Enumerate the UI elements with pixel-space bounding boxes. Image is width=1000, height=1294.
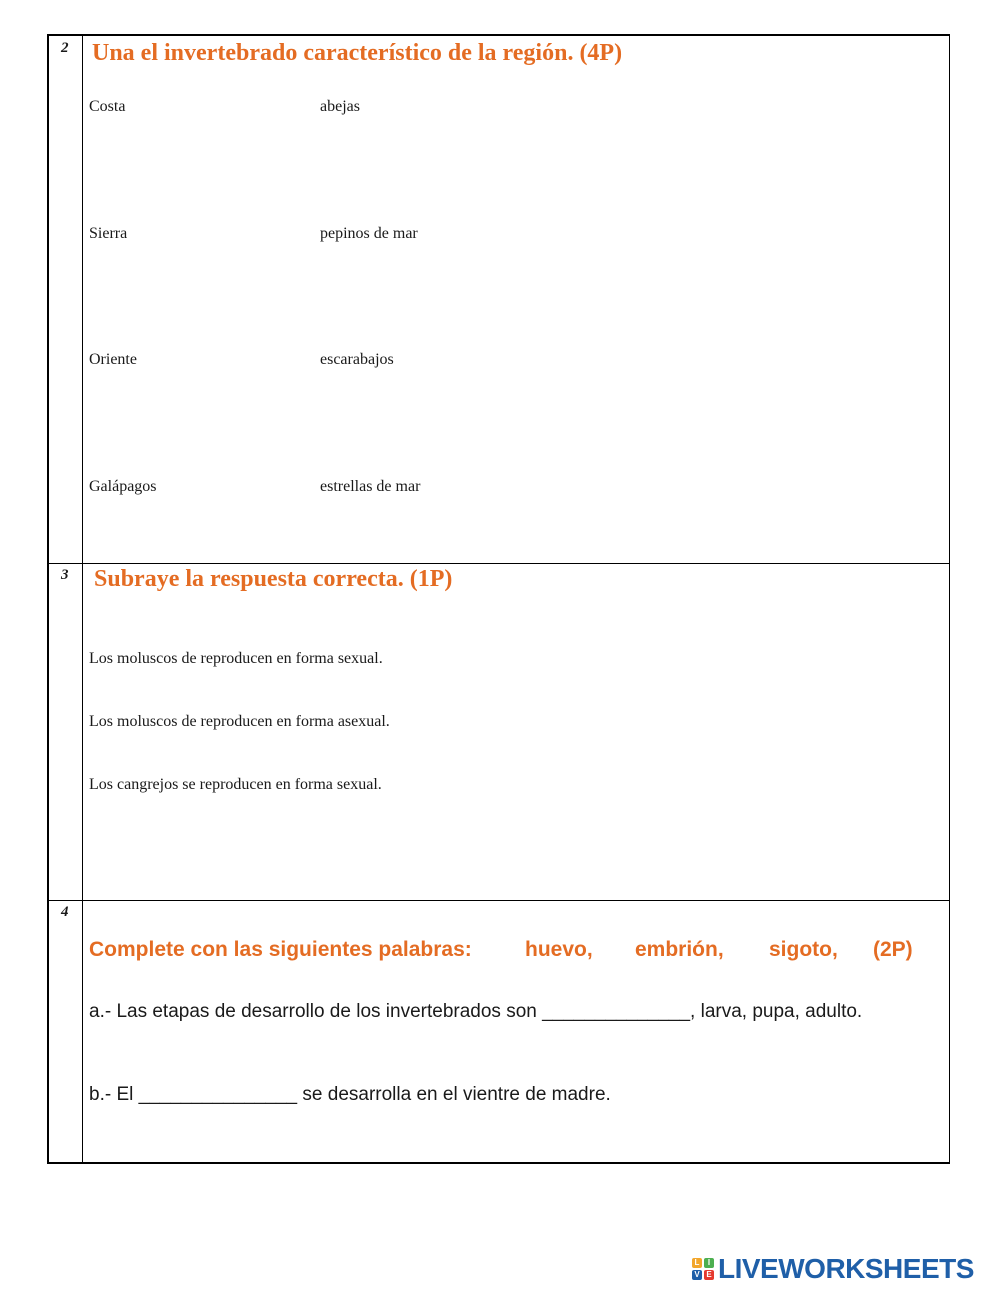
liveworksheets-logo[interactable] — [692, 1253, 974, 1284]
question-2-number: 2 — [61, 40, 69, 56]
question-4-title — [89, 938, 919, 968]
region-costa[interactable]: Costa — [89, 98, 126, 115]
region-sierra[interactable]: Sierra — [89, 225, 128, 242]
logo-letter-l: L — [692, 1258, 702, 1268]
logo-letter-e: E — [704, 1270, 714, 1280]
row-divider — [49, 900, 949, 901]
worksheet-table — [47, 34, 950, 1164]
answer-option-2[interactable]: Los moluscos de reproducen en forma asexual. — [89, 713, 390, 730]
animal-escarabajos[interactable]: escarabajos — [320, 351, 394, 368]
logo-letter-v: V — [692, 1270, 702, 1280]
region-oriente[interactable]: Oriente — [89, 351, 137, 368]
number-column-divider — [82, 36, 83, 1162]
question-3-number: 3 — [61, 567, 69, 583]
question-2-title: Una el invertebrado característico de la región. (4P) — [92, 40, 623, 66]
sentence-a[interactable]: a.- Las etapas de desarrollo de los invertebrados son ______________, larva, pupa, adulto. — [89, 1001, 863, 1022]
answer-option-1[interactable]: Los moluscos de reproducen en forma sexual. — [89, 650, 383, 667]
animal-abejas[interactable]: abejas — [320, 98, 360, 115]
region-galapagos[interactable]: Galápagos — [89, 478, 157, 495]
word-huevo: huevo, — [525, 938, 593, 961]
question-4-number: 4 — [61, 904, 69, 920]
logo-icon — [692, 1258, 714, 1280]
word-embrion: embrión, — [635, 938, 724, 961]
answer-option-3[interactable]: Los cangrejos se reproducen en forma sexual. — [89, 776, 382, 793]
sentence-b[interactable]: b.- El _______________ se desarrolla en el vientre de madre. — [89, 1084, 611, 1105]
logo-text: LIVEWORKSHEETS — [718, 1253, 974, 1284]
animal-estrellas-de-mar[interactable]: estrellas de mar — [320, 478, 421, 495]
points-label: (2P) — [873, 938, 913, 961]
word-sigoto: sigoto, — [769, 938, 838, 961]
animal-pepinos-de-mar[interactable]: pepinos de mar — [320, 225, 418, 242]
logo-letter-i: I — [704, 1258, 714, 1268]
title-instruction: Complete con las siguientes palabras: — [89, 938, 472, 961]
question-3-title: Subraye la respuesta correcta. (1P) — [94, 566, 453, 592]
row-divider — [49, 563, 949, 564]
